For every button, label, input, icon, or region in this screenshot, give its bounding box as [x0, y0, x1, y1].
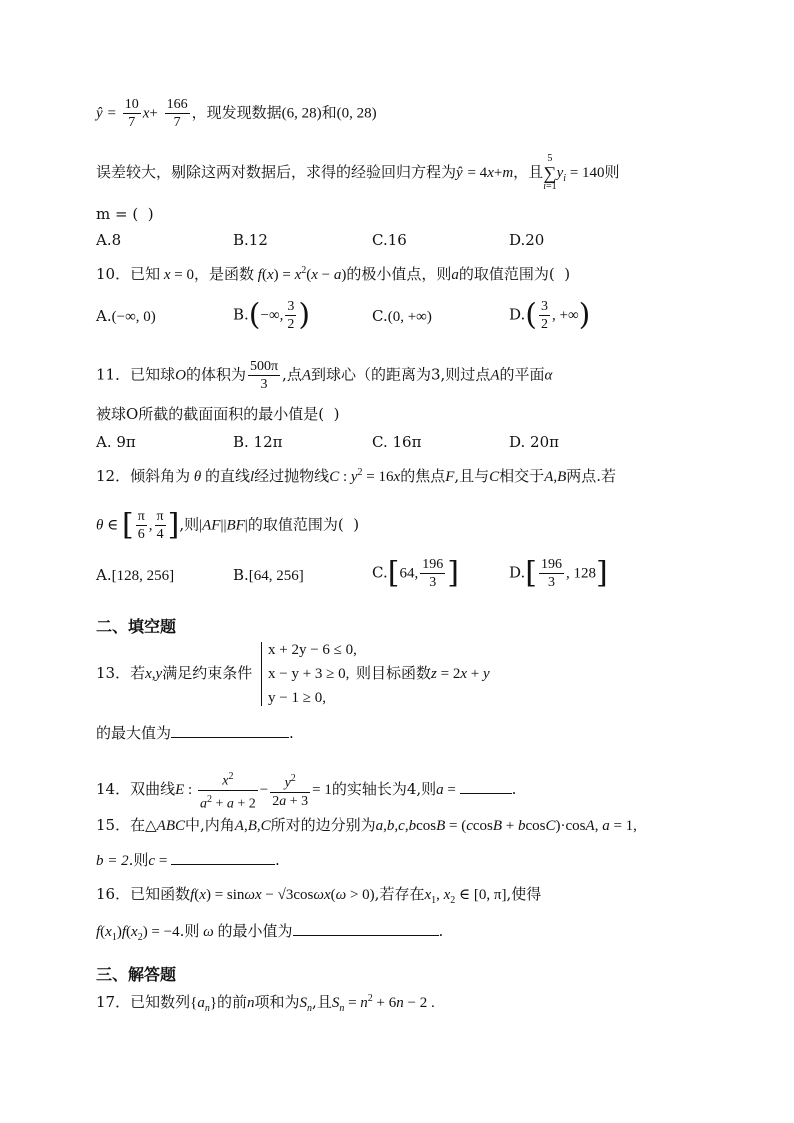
q16-line-2: $f(x_1)f(x_2) = -4$.则 ω 的最小值为 . [96, 922, 444, 943]
q10-text-c: 的极小值点，则 [346, 265, 452, 283]
q9-line-3: m = ( ) [96, 205, 154, 223]
q14-text-b: 的实轴长为4,则 [331, 780, 437, 799]
q10-text-d: 的取值范围为( ) [458, 265, 571, 283]
q17-text-d: ,且 [312, 993, 332, 1011]
q12-option-c: C.[64, $\frac{196}{3}$ ] [372, 555, 459, 591]
q17-text-a: 已知数列 [130, 993, 191, 1011]
fraction-166-7: $\frac{166}{7}$ [166, 97, 188, 130]
q11-line-2: 被球O所截的截面面积的最小值是( ) [96, 405, 340, 423]
q9-line-1-text: ，现发现数据 [191, 103, 282, 122]
q10-option-a: A.(−∞, 0) [96, 307, 156, 325]
q16-text-a: 已知函数 [130, 885, 191, 903]
q14-number: 14． [96, 780, 131, 799]
q10-stem: 10．已知 x = 0，是函数 $f(x) = x^2(x - a)$的极小值点，则a的取值范围为( ) [96, 265, 571, 283]
q10-text-a: 已知 [130, 265, 161, 283]
section-answer: 三、解答题 [96, 965, 177, 984]
q11-text-d: 到球心（的距离为3,则过点 [311, 365, 491, 384]
q12-text-d: 的焦点 [400, 467, 446, 485]
q11-option-a: A. 9π [96, 433, 136, 451]
q10-option-d-label: D. [509, 305, 526, 324]
q12-option-a: A.[128, 256] [96, 566, 175, 584]
q15-stem: 15．在△ABC中,内角A,B,C所对的边分别为a,b,c,bcosB = (ccosB + bcosC)·cosA, a = 1, [96, 816, 637, 834]
q13-text-c: 则目标函数 [356, 664, 432, 682]
q12-option-d: D.[ $\frac{196}{3}$ , 128] [509, 555, 608, 591]
q15-text-a: 在 [130, 816, 146, 834]
q15-line-2-a: b = 2 [96, 853, 129, 869]
q14-text-a: 双曲线 [130, 780, 176, 799]
q16-line-2-a: .则 [179, 922, 200, 940]
q9-line-2-pre: 误差较大，剔除这两对数据后，求得的经验回归方程为 [96, 163, 457, 181]
q12-line-2-b: 的取值范围为( ) [247, 515, 360, 534]
q9-line-2: 误差较大，剔除这两对数据后，求得的经验回归方程为ŷ = 4x+m，且 5 ∑ i=1 $y_i = 140$则 [96, 153, 620, 192]
q12-text-a: 倾斜角为 [130, 467, 191, 485]
q13-stem: 13．若x,y满足约束条件 [96, 664, 253, 682]
q10-text-b: ，是函数 [194, 265, 255, 283]
q13-constraint-2: x − y + 3 ≥ 0, [268, 666, 350, 682]
q11-text-c: ,点 [282, 365, 302, 384]
q13-line-2: 的最大值为 . [96, 724, 294, 742]
q16-line-2-b: 的最小值为 [217, 922, 293, 940]
q16-answer-blank[interactable] [293, 921, 439, 936]
q12-text-c: 经过抛物线 [254, 467, 330, 485]
q15-number: 15． [96, 816, 131, 834]
q17-number: 17． [96, 993, 131, 1011]
q11-option-c: C. 16π [372, 433, 422, 451]
q13-number: 13． [96, 664, 131, 682]
sum-symbol: 5 ∑ i=1 [543, 153, 557, 192]
q9-option-a: A.8 [96, 231, 122, 249]
q9-line-1: ŷ = $\frac{10}{7}$ x+ $\frac{166}{7}$ ，现发现数据(6, 28)和(0, 28) [96, 97, 377, 130]
q11-text-b: 的体积为 [185, 365, 246, 384]
q12-option-a-label: A. [96, 566, 112, 584]
q14-stem: 14．双曲线E : $\frac{x^2}{a^2 + a + 2}$ − $\frac{y^2}{2a + 3}$ = 1的实轴长为4,则a = . [96, 768, 516, 812]
q10-option-b-label: B. [233, 305, 249, 324]
q16-text-b: ,若存在 [374, 885, 425, 903]
q15-text-b: 中,内角 [185, 816, 235, 834]
q10-number: 10． [96, 265, 131, 283]
q9-option-b: B.12 [233, 231, 268, 249]
q9-line-2-mid: ，且 [513, 163, 544, 181]
fraction-10-7: $\frac{10}{7}$ [124, 97, 139, 130]
q16-stem: 16．已知函数f(x) = sinωx − √3cosωx(ω > 0),若存在$x_1$, $x_2$ ∈ [0, π],使得 [96, 885, 542, 906]
q17-text-b: 的前 [217, 993, 248, 1011]
q10-option-d: D.( $\frac{3}{2}$ , +∞) [509, 297, 591, 333]
q12-stem: 12．倾斜角为 θ 的直线l经过抛物线C : $y^2 = 16x$的焦点F,且与C相交于A,B两点.若 [96, 467, 617, 485]
q11-option-d: D. 20π [509, 433, 559, 451]
q13-constraint-3: y − 1 ≥ 0, [268, 690, 326, 706]
q11-option-b: B. 12π [233, 433, 283, 451]
q15-answer-blank[interactable] [171, 850, 275, 865]
q15-line-2: b = 2.则c = . [96, 851, 280, 869]
q9-line-2-post: 则 [604, 163, 620, 181]
q13-line-2-text: 的最大值为 [96, 724, 172, 742]
q12-text-f: 相交于 [499, 467, 545, 485]
q12-number: 12． [96, 467, 131, 485]
q16-number: 16． [96, 885, 131, 903]
q9-option-c: C.16 [372, 231, 407, 249]
q12-option-b: B.[64, 256] [233, 566, 304, 584]
q12-option-b-label: B. [233, 566, 249, 584]
q17-stem: 17．已知数列$\{a_n\}$的前n项和为$S_n$,且$S_n = n^2 + 6n - 2$ . [96, 993, 435, 1014]
q12-text-g: 两点.若 [566, 467, 617, 485]
q11-number: 11． [96, 365, 131, 384]
q13-objective: 则目标函数z = 2x + y [356, 664, 490, 682]
q10-option-b: B.(−∞, $\frac{3}{2}$ ) [233, 297, 311, 333]
q13-text-b: 满足约束条件 [162, 664, 253, 682]
q11-stem: 11．已知球O的体积为 $\frac{500\pi}{3}$ ,点A到球心（的距离为3,则过点A的平面α [96, 359, 553, 392]
q12-text-e: ,且与 [454, 467, 490, 485]
q14-answer-blank[interactable] [460, 779, 512, 794]
q15-text-c: 所对的边分别为 [270, 816, 376, 834]
q13-constraint-1: x + 2y − 6 ≤ 0, [268, 642, 357, 658]
q12-line-2: θ ∈ [ $\frac{\pi}{6}$ , $\frac{\pi}{4}$ ],则|AF||BF|的取值范围为( ) [96, 507, 360, 543]
q15-line-2-b: .则 [128, 851, 149, 869]
section-fill-in-blank: 二、填空题 [96, 617, 177, 636]
q16-text-c: ,使得 [506, 885, 542, 903]
q12-option-d-label: D. [509, 563, 526, 582]
q11-text-e: 的平面 [499, 365, 545, 384]
constraint-brace [261, 642, 262, 706]
q17-text-c: 项和为 [254, 993, 300, 1011]
q13-answer-blank[interactable] [171, 723, 289, 738]
q10-option-a-label: A. [96, 307, 112, 325]
q9-option-d: D.20 [509, 231, 545, 249]
q13-text-a: 若 [130, 664, 146, 682]
q12-option-c-label: C. [372, 563, 388, 582]
q12-line-2-a: ,则 [179, 515, 200, 534]
q12-text-b: 的直线 [204, 467, 250, 485]
q11-text-a: 已知球 [130, 365, 176, 384]
q9-and: 和 [321, 103, 337, 122]
q10-option-c-label: C. [372, 307, 388, 325]
q10-option-c: C.(0, +∞) [372, 307, 432, 325]
